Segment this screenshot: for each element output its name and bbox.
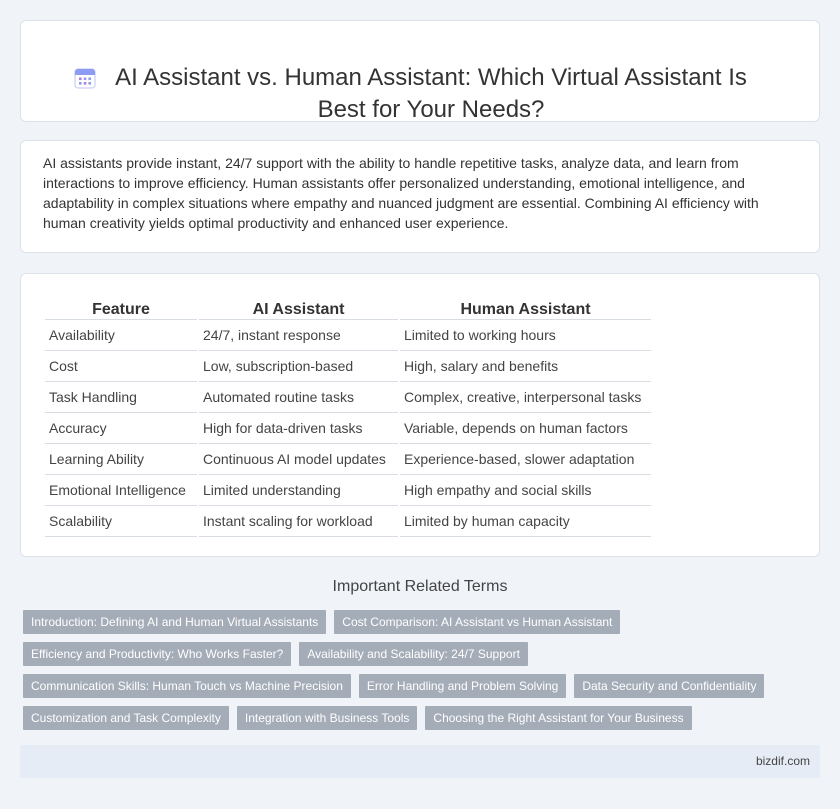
- human-cell: Variable, depends on human factors: [400, 413, 651, 444]
- feature-cell: Emotional Intelligence: [45, 475, 197, 506]
- column-header-human: Human Assistant: [400, 296, 651, 320]
- feature-cell: Accuracy: [45, 413, 197, 444]
- human-cell: Limited by human capacity: [400, 506, 651, 537]
- related-term-link[interactable]: Availability and Scalability: 24/7 Support: [299, 642, 528, 666]
- table-row: [45, 413, 651, 444]
- ai-cell: Automated routine tasks: [199, 382, 398, 413]
- page-title: AI Assistant vs. Human Assistant: Which Virtual Assistant Is Best for Your Needs?: [115, 64, 747, 123]
- human-cell: High, salary and benefits: [400, 351, 651, 382]
- human-cell: High empathy and social skills: [400, 475, 651, 506]
- ai-cell: High for data-driven tasks: [199, 413, 398, 444]
- human-cell: Limited to working hours: [400, 320, 651, 351]
- feature-cell: Task Handling: [45, 382, 197, 413]
- footer-site-link[interactable]: bizdif.com: [755, 754, 810, 768]
- ai-cell: Continuous AI model updates: [199, 444, 398, 475]
- column-header-ai: AI Assistant: [199, 296, 398, 320]
- human-cell: Complex, creative, interpersonal tasks: [400, 382, 651, 413]
- column-header-feature: Feature: [45, 296, 197, 320]
- summary-text: AI assistants provide instant, 24/7 support with the ability to handle repetitive tasks, analyze data, and learn from interactions to improve efficiency. Human assistants offer personalized understanding, emotional intelligence, and adaptability in complex situations where empathy and nuanced judgment are essential. Combining AI efficiency with human creativity yields optimal productivity and enhanced user experience.: [43, 155, 759, 231]
- related-term-link[interactable]: Cost Comparison: AI Assistant vs Human Assistant: [334, 610, 620, 634]
- related-term-link[interactable]: Introduction: Defining AI and Human Virtual Assistants: [23, 610, 326, 634]
- summary-card: [20, 140, 820, 253]
- table-row: [45, 444, 651, 475]
- related-term-link[interactable]: Choosing the Right Assistant for Your Business: [425, 706, 691, 730]
- table-row: [45, 320, 651, 351]
- header-card: [20, 20, 820, 122]
- table-header-row: [45, 296, 651, 320]
- table-row: [45, 382, 651, 413]
- comparison-table: [43, 296, 653, 537]
- table-row: [45, 475, 651, 506]
- related-term-link[interactable]: Integration with Business Tools: [237, 706, 418, 730]
- related-term-link[interactable]: Error Handling and Problem Solving: [359, 674, 566, 698]
- ai-cell: Low, subscription-based: [199, 351, 398, 382]
- table-row: [45, 351, 651, 382]
- calendar-icon: [73, 66, 97, 90]
- feature-cell: Scalability: [45, 506, 197, 537]
- feature-cell: Cost: [45, 351, 197, 382]
- feature-cell: Availability: [45, 320, 197, 351]
- table-row: [45, 506, 651, 537]
- related-terms-title: Important Related Terms: [332, 578, 508, 595]
- related-term-link[interactable]: Communication Skills: Human Touch vs Machine Precision: [23, 674, 351, 698]
- related-term-link[interactable]: Customization and Task Complexity: [23, 706, 229, 730]
- ai-cell: 24/7, instant response: [199, 320, 398, 351]
- ai-cell: Instant scaling for workload: [199, 506, 398, 537]
- related-terms-list: [23, 610, 803, 730]
- related-term-link[interactable]: Efficiency and Productivity: Who Works Faster?: [23, 642, 291, 666]
- human-cell: Experience-based, slower adaptation: [400, 444, 651, 475]
- feature-cell: Learning Ability: [45, 444, 197, 475]
- footer: [20, 745, 820, 778]
- related-term-link[interactable]: Data Security and Confidentiality: [574, 674, 764, 698]
- ai-cell: Limited understanding: [199, 475, 398, 506]
- comparison-card: [20, 273, 820, 557]
